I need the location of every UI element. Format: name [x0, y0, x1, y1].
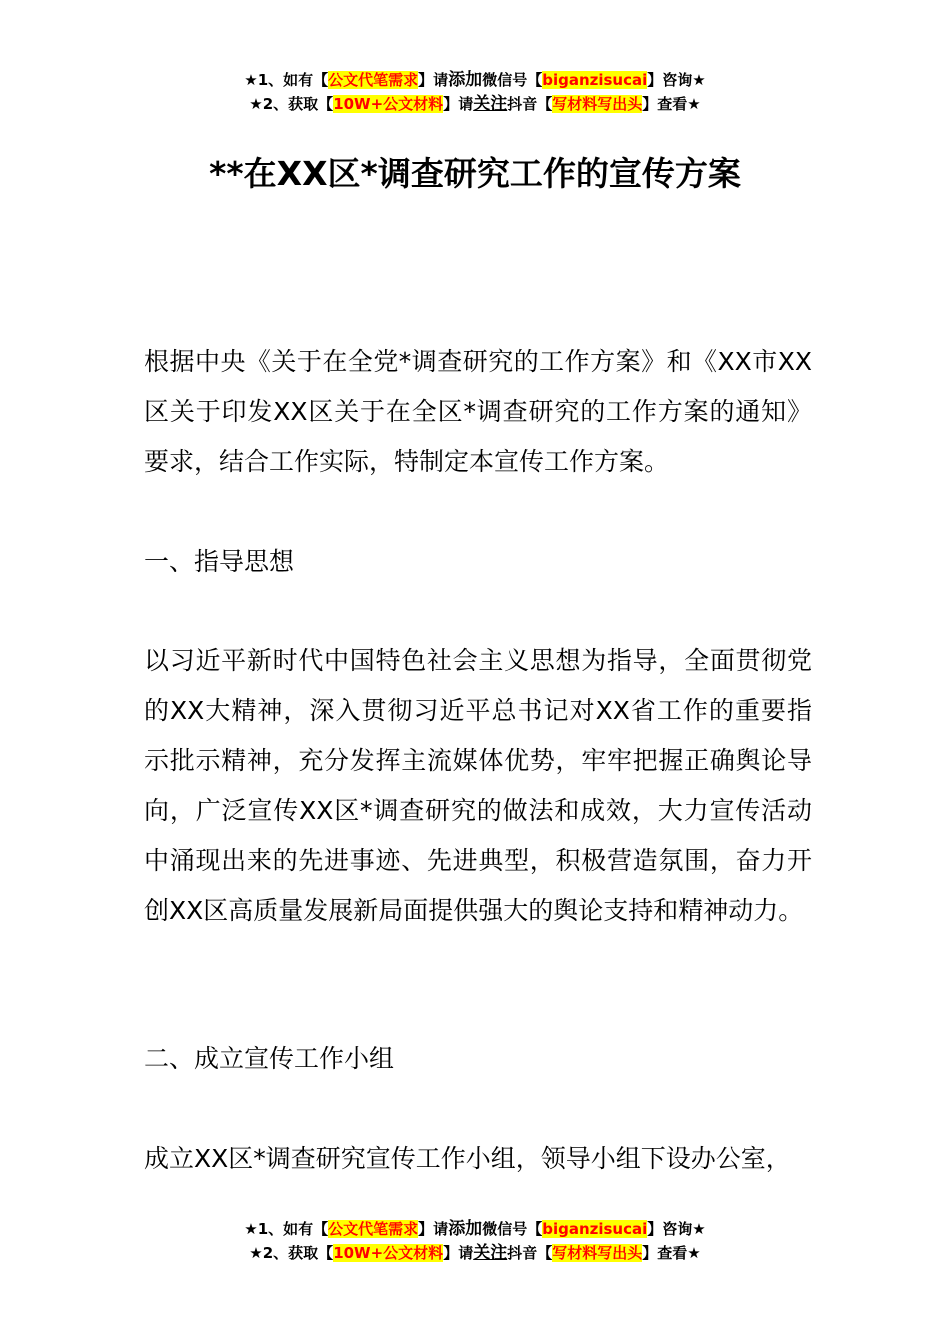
banner-text: 】咨询★: [647, 1220, 706, 1238]
banner-text: 抖音【: [507, 1244, 553, 1262]
banner-text: 】请: [443, 1244, 474, 1262]
banner-text: ★1、如有【: [244, 71, 329, 89]
banner-text: ★1、如有【: [244, 1220, 329, 1238]
working-group-paragraph: 成立XX区*调查研究宣传工作小组，领导小组下设办公室，: [144, 1144, 791, 1173]
section-heading-working-group: 二、成立宣传工作小组: [144, 1044, 395, 1073]
banner-line-1: [0, 68, 950, 92]
banner-highlight: 公文代笔需求: [328, 1220, 419, 1238]
banner-text: 】请: [443, 95, 474, 113]
banner-emphasis: 添加: [448, 70, 483, 90]
banner-line-2: [0, 92, 950, 116]
banner-highlight: 写材料写出头: [552, 95, 643, 113]
banner-text: 】请: [418, 71, 449, 89]
banner-highlight: 公文代笔需求: [328, 71, 419, 89]
banner-text: 】请: [418, 1220, 449, 1238]
banner-text: 微信号【: [482, 71, 543, 89]
intro-paragraph: 根据中央《关于在全党*调查研究的工作方案》和《XX市XX区关于印发XX区关于在全区*调查研究的工作方案的通知》要求，结合工作实际，特制定本宣传工作方案。: [144, 347, 812, 476]
banner-text: ★2、获取【: [249, 95, 334, 113]
banner-line-2: [0, 1241, 950, 1265]
guiding-ideology-paragraph: 以习近平新时代中国特色社会主义思想为指导，全面贯彻党的XX大精神，深入贯彻习近平总书记对XX省工作的重要指示批示精神，充分发挥主流媒体优势，牢牢把握正确舆论导向，广泛宣传XX区*调查研究的做法和成效，大力宣传活动中涌现出来的先进事迹、先进典型，积极营造氛围，奋力开创XX区高质量发展新局面提供强大的舆论支持和精神动力。: [144, 646, 812, 925]
banner-highlight: 10W+公文材料: [333, 95, 444, 113]
banner-text: 】查看★: [642, 1244, 701, 1262]
banner-text: 抖音【: [507, 95, 553, 113]
banner-line-1: [0, 1217, 950, 1241]
header-banner: [0, 68, 950, 116]
footer-banner: [0, 1217, 950, 1265]
banner-highlight: 写材料写出头: [552, 1244, 643, 1262]
document-title: **在XX区*调查研究工作的宣传方案: [209, 154, 741, 193]
banner-emphasis: 添加: [448, 1219, 483, 1239]
banner-highlight: biganzisucai: [542, 1220, 648, 1238]
banner-text: 微信号【: [482, 1220, 543, 1238]
banner-text: ★2、获取【: [249, 1244, 334, 1262]
section-heading-guiding-ideology: 一、指导思想: [144, 547, 295, 576]
banner-emphasis: 关注: [473, 94, 508, 114]
banner-emphasis: 关注: [473, 1243, 508, 1263]
banner-highlight: 10W+公文材料: [333, 1244, 444, 1262]
banner-highlight: biganzisucai: [542, 71, 648, 89]
banner-text: 】咨询★: [647, 71, 706, 89]
banner-text: 】查看★: [642, 95, 701, 113]
